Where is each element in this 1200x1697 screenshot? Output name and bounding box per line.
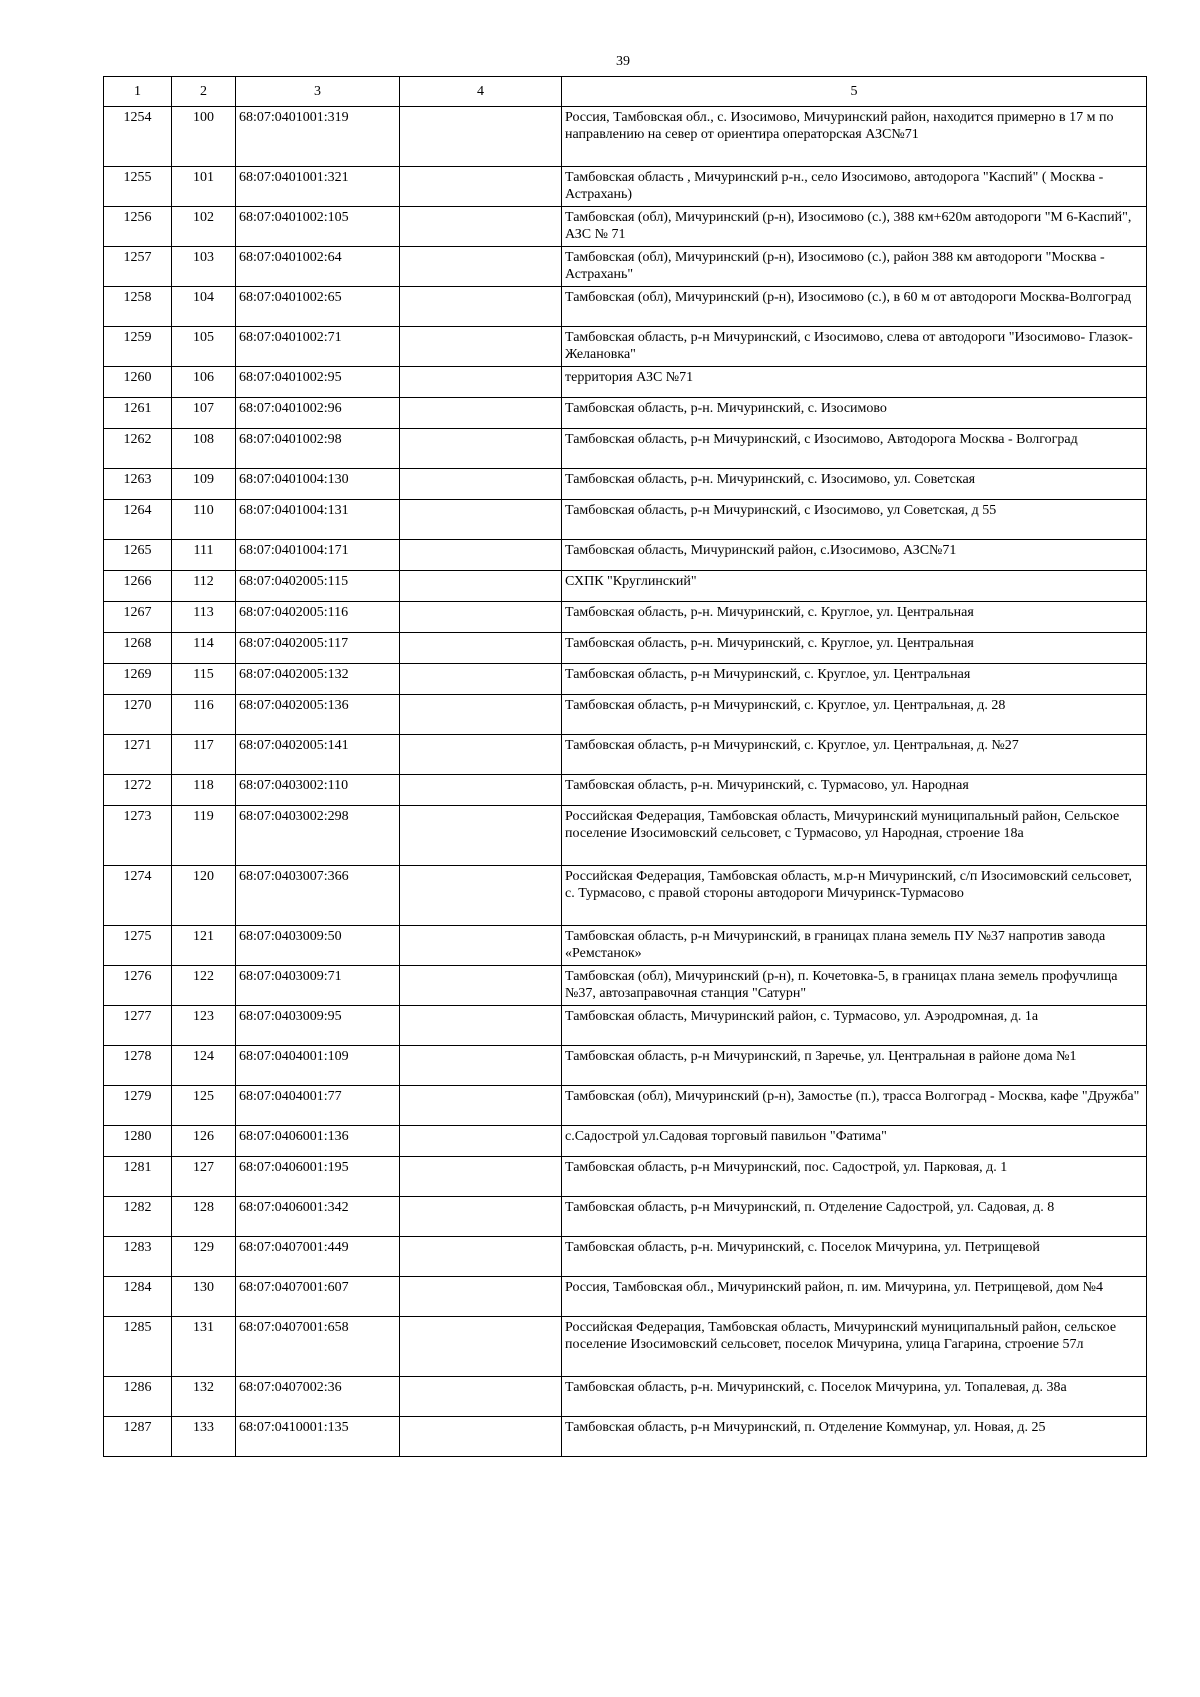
cell-row-number: 1279 [104, 1086, 172, 1126]
cell-column-4 [400, 1046, 562, 1086]
cell-cadastral-number: 68:07:0401004:131 [236, 500, 400, 540]
cell-cadastral-number: 68:07:0401004:171 [236, 540, 400, 571]
cell-column-4 [400, 966, 562, 1006]
table-header-row [104, 77, 1147, 107]
cell-address: Тамбовская область, р-н. Мичуринский, с. Изосимово [562, 398, 1147, 429]
cell-cadastral-number: 68:07:0401002:105 [236, 207, 400, 247]
cell-row-number: 1270 [104, 695, 172, 735]
cell-cadastral-number: 68:07:0403009:95 [236, 1006, 400, 1046]
cell-item-number: 120 [172, 866, 236, 926]
cell-column-4 [400, 287, 562, 327]
cell-row-number: 1268 [104, 633, 172, 664]
table-row [104, 571, 1147, 602]
cell-item-number: 100 [172, 107, 236, 167]
cell-row-number: 1274 [104, 866, 172, 926]
cell-item-number: 121 [172, 926, 236, 966]
cell-row-number: 1278 [104, 1046, 172, 1086]
cell-row-number: 1276 [104, 966, 172, 1006]
cell-cadastral-number: 68:07:0401002:96 [236, 398, 400, 429]
cell-cadastral-number: 68:07:0403007:366 [236, 866, 400, 926]
cell-column-4 [400, 247, 562, 287]
cell-column-4 [400, 540, 562, 571]
table-row [104, 775, 1147, 806]
cell-column-4 [400, 571, 562, 602]
cell-address: Тамбовская область, р-н Мичуринский, с Изосимово, слева от автодороги "Изосимово- Глазок- Желановка" [562, 327, 1147, 367]
cell-item-number: 108 [172, 429, 236, 469]
cell-item-number: 131 [172, 1317, 236, 1377]
cell-row-number: 1259 [104, 327, 172, 367]
cell-item-number: 101 [172, 167, 236, 207]
cell-column-4 [400, 633, 562, 664]
cell-column-4 [400, 1277, 562, 1317]
cell-item-number: 104 [172, 287, 236, 327]
cell-item-number: 115 [172, 664, 236, 695]
cell-column-4 [400, 1157, 562, 1197]
table-row [104, 207, 1147, 247]
table-row [104, 1197, 1147, 1237]
cell-column-4 [400, 1377, 562, 1417]
cell-item-number: 124 [172, 1046, 236, 1086]
cell-item-number: 106 [172, 367, 236, 398]
cell-item-number: 127 [172, 1157, 236, 1197]
column-header-2: 2 [172, 77, 236, 107]
cell-cadastral-number: 68:07:0404001:77 [236, 1086, 400, 1126]
cell-cadastral-number: 68:07:0410001:135 [236, 1417, 400, 1457]
cell-address: Российская Федерация, Тамбовская область, м.р-н Мичуринский, с/п Изосимовский сельсовет, с. Турмасово, с правой стороны автодороги Мичуринск-Турмасово [562, 866, 1147, 926]
cell-address: Тамбовская область, р-н. Мичуринский, с. Турмасово, ул. Народная [562, 775, 1147, 806]
page-number: 39 [616, 54, 630, 69]
cell-address: Тамбовская область, р-н Мичуринский, п. Отделение Коммунар, ул. Новая, д. 25 [562, 1417, 1147, 1457]
cell-item-number: 103 [172, 247, 236, 287]
cell-column-4 [400, 429, 562, 469]
table-row [104, 1126, 1147, 1157]
cell-row-number: 1265 [104, 540, 172, 571]
cell-row-number: 1271 [104, 735, 172, 775]
cell-cadastral-number: 68:07:0402005:141 [236, 735, 400, 775]
cell-row-number: 1261 [104, 398, 172, 429]
column-header-3: 3 [236, 77, 400, 107]
table-row [104, 107, 1147, 167]
cell-address: Тамбовская область, р-н Мичуринский, с. Круглое, ул. Центральная, д. №27 [562, 735, 1147, 775]
cell-cadastral-number: 68:07:0401002:98 [236, 429, 400, 469]
cell-cadastral-number: 68:07:0406001:195 [236, 1157, 400, 1197]
cell-item-number: 118 [172, 775, 236, 806]
cell-cadastral-number: 68:07:0403002:110 [236, 775, 400, 806]
cell-item-number: 128 [172, 1197, 236, 1237]
cell-column-4 [400, 367, 562, 398]
table-row [104, 398, 1147, 429]
cell-item-number: 109 [172, 469, 236, 500]
cell-row-number: 1286 [104, 1377, 172, 1417]
table-row [104, 1157, 1147, 1197]
cell-address: Тамбовская область, р-н Мичуринский, п. Отделение Садострой, ул. Садовая, д. 8 [562, 1197, 1147, 1237]
cell-column-4 [400, 602, 562, 633]
cell-row-number: 1272 [104, 775, 172, 806]
cell-column-4 [400, 107, 562, 167]
cell-row-number: 1284 [104, 1277, 172, 1317]
cell-address: Тамбовская область, р-н Мичуринский, в границах плана земель ПУ №37 напротив завода «Ремстанок» [562, 926, 1147, 966]
cell-row-number: 1254 [104, 107, 172, 167]
cell-cadastral-number: 68:07:0401001:321 [236, 167, 400, 207]
cell-row-number: 1263 [104, 469, 172, 500]
cell-cadastral-number: 68:07:0401002:64 [236, 247, 400, 287]
table-row [104, 540, 1147, 571]
cell-row-number: 1281 [104, 1157, 172, 1197]
cell-cadastral-number: 68:07:0404001:109 [236, 1046, 400, 1086]
table-row [104, 287, 1147, 327]
cell-cadastral-number: 68:07:0402005:117 [236, 633, 400, 664]
table-row [104, 735, 1147, 775]
table-row [104, 664, 1147, 695]
table-row [104, 247, 1147, 287]
cell-column-4 [400, 806, 562, 866]
cell-address: Тамбовская область, р-н. Мичуринский, с. Поселок Мичурина, ул. Топалевая, д. 38а [562, 1377, 1147, 1417]
cell-address: Тамбовская область, р-н Мичуринский, пос. Садострой, ул. Парковая, д. 1 [562, 1157, 1147, 1197]
table-row [104, 1237, 1147, 1277]
cell-item-number: 116 [172, 695, 236, 735]
cell-address: Тамбовская область , Мичуринский р-н., село Изосимово, автодорога "Каспий" ( Москва - Астрахань) [562, 167, 1147, 207]
table-row [104, 1377, 1147, 1417]
table-row [104, 1317, 1147, 1377]
cell-cadastral-number: 68:07:0403009:71 [236, 966, 400, 1006]
table-row [104, 367, 1147, 398]
cell-column-4 [400, 866, 562, 926]
cell-address: Россия, Тамбовская обл., с. Изосимово, Мичуринский район, находится примерно в 17 м по направлению на север от ориентира операторская АЗС№71 [562, 107, 1147, 167]
cell-cadastral-number: 68:07:0401002:71 [236, 327, 400, 367]
cell-address: Российская Федерация, Тамбовская область, Мичуринский муниципальный район, сельское поселение Изосимовский сельсовет, поселок Мичурина, улица Гагарина, строение 57л [562, 1317, 1147, 1377]
cell-item-number: 110 [172, 500, 236, 540]
cell-column-4 [400, 1317, 562, 1377]
table-row [104, 866, 1147, 926]
table-row [104, 926, 1147, 966]
cell-row-number: 1264 [104, 500, 172, 540]
cell-address: Тамбовская (обл), Мичуринский (р-н), Изосимово (с.), район 388 км автодороги "Москва - Астрахань" [562, 247, 1147, 287]
cell-address: Тамбовская область, р-н Мичуринский, с Изосимово, ул Советская, д 55 [562, 500, 1147, 540]
cell-column-4 [400, 1417, 562, 1457]
cell-row-number: 1256 [104, 207, 172, 247]
cell-column-4 [400, 735, 562, 775]
table-row [104, 429, 1147, 469]
cell-row-number: 1266 [104, 571, 172, 602]
cell-column-4 [400, 1237, 562, 1277]
table-row [104, 1046, 1147, 1086]
cell-item-number: 102 [172, 207, 236, 247]
cell-address: Тамбовская (обл), Мичуринский (р-н), Замостье (п.), трасса Волгоград - Москва, кафе "Дружба" [562, 1086, 1147, 1126]
cell-address: Тамбовская область, р-н Мичуринский, с. Круглое, ул. Центральная, д. 28 [562, 695, 1147, 735]
table-row [104, 806, 1147, 866]
cell-address: Тамбовская область, р-н. Мичуринский, с. Круглое, ул. Центральная [562, 602, 1147, 633]
table-row [104, 1417, 1147, 1457]
cell-row-number: 1283 [104, 1237, 172, 1277]
cell-address: Тамбовская область, р-н Мичуринский, с. Круглое, ул. Центральная [562, 664, 1147, 695]
table-row [104, 695, 1147, 735]
cell-cadastral-number: 68:07:0403002:298 [236, 806, 400, 866]
cell-row-number: 1277 [104, 1006, 172, 1046]
cell-column-4 [400, 500, 562, 540]
cell-item-number: 111 [172, 540, 236, 571]
cell-row-number: 1255 [104, 167, 172, 207]
column-header-5: 5 [562, 77, 1147, 107]
cell-address: Тамбовская область, р-н. Мичуринский, с. Круглое, ул. Центральная [562, 633, 1147, 664]
cell-address: с.Садострой ул.Садовая торговый павильон "Фатима" [562, 1126, 1147, 1157]
table-body [104, 107, 1147, 1457]
cell-cadastral-number: 68:07:0402005:136 [236, 695, 400, 735]
cell-row-number: 1275 [104, 926, 172, 966]
cell-cadastral-number: 68:07:0401004:130 [236, 469, 400, 500]
cell-row-number: 1262 [104, 429, 172, 469]
cell-item-number: 119 [172, 806, 236, 866]
cell-address: Тамбовская область, Мичуринский район, с.Изосимово, АЗС№71 [562, 540, 1147, 571]
cell-address: Тамбовская область, Мичуринский район, с. Турмасово, ул. Аэродромная, д. 1а [562, 1006, 1147, 1046]
cell-column-4 [400, 664, 562, 695]
cell-row-number: 1273 [104, 806, 172, 866]
cell-item-number: 114 [172, 633, 236, 664]
cell-address: Тамбовская область, р-н. Мичуринский, с. Поселок Мичурина, ул. Петрищевой [562, 1237, 1147, 1277]
cell-cadastral-number: 68:07:0407001:449 [236, 1237, 400, 1277]
cell-item-number: 117 [172, 735, 236, 775]
cell-address: Тамбовская область, р-н. Мичуринский, с. Изосимово, ул. Советская [562, 469, 1147, 500]
table-row [104, 602, 1147, 633]
cell-column-4 [400, 469, 562, 500]
cell-column-4 [400, 775, 562, 806]
cell-item-number: 112 [172, 571, 236, 602]
cell-cadastral-number: 68:07:0407002:36 [236, 1377, 400, 1417]
cell-cadastral-number: 68:07:0402005:132 [236, 664, 400, 695]
cell-row-number: 1257 [104, 247, 172, 287]
cell-column-4 [400, 926, 562, 966]
table-row [104, 327, 1147, 367]
cell-row-number: 1280 [104, 1126, 172, 1157]
cell-column-4 [400, 1006, 562, 1046]
cell-item-number: 122 [172, 966, 236, 1006]
cell-column-4 [400, 1126, 562, 1157]
cell-cadastral-number: 68:07:0402005:115 [236, 571, 400, 602]
cell-row-number: 1260 [104, 367, 172, 398]
cell-address: Тамбовская (обл), Мичуринский (р-н), Изосимово (с.), в 60 м от автодороги Москва-Волгоград [562, 287, 1147, 327]
cell-item-number: 125 [172, 1086, 236, 1126]
cell-item-number: 133 [172, 1417, 236, 1457]
table-row [104, 167, 1147, 207]
cell-column-4 [400, 695, 562, 735]
table-row [104, 500, 1147, 540]
cell-address: Тамбовская (обл), Мичуринский (р-н), п. Кочетовка-5, в границах плана земель профучлища №37, автозаправочная станция "Сатурн" [562, 966, 1147, 1006]
cell-address: Россия, Тамбовская обл., Мичуринский район, п. им. Мичурина, ул. Петрищевой, дом №4 [562, 1277, 1147, 1317]
table-row [104, 633, 1147, 664]
cell-row-number: 1287 [104, 1417, 172, 1457]
cell-address: СХПК "Круглинский" [562, 571, 1147, 602]
table-row [104, 1006, 1147, 1046]
cell-cadastral-number: 68:07:0401002:65 [236, 287, 400, 327]
cell-address: Российская Федерация, Тамбовская область, Мичуринский муниципальный район, Сельское поселение Изосимовский сельсовет, с Турмасово, ул Народная, строение 18а [562, 806, 1147, 866]
cell-item-number: 107 [172, 398, 236, 429]
column-header-1: 1 [104, 77, 172, 107]
cell-item-number: 113 [172, 602, 236, 633]
table-row [104, 469, 1147, 500]
cell-cadastral-number: 68:07:0407001:658 [236, 1317, 400, 1377]
cell-column-4 [400, 207, 562, 247]
cell-item-number: 126 [172, 1126, 236, 1157]
cell-address: Тамбовская (обл), Мичуринский (р-н), Изосимово (с.), 388 км+620м автодороги "М 6-Каспий", АЗС № 71 [562, 207, 1147, 247]
cell-item-number: 105 [172, 327, 236, 367]
cell-column-4 [400, 1197, 562, 1237]
cell-row-number: 1258 [104, 287, 172, 327]
table-row [104, 1277, 1147, 1317]
cell-column-4 [400, 167, 562, 207]
cell-cadastral-number: 68:07:0403009:50 [236, 926, 400, 966]
cell-row-number: 1285 [104, 1317, 172, 1377]
cell-row-number: 1267 [104, 602, 172, 633]
cell-item-number: 132 [172, 1377, 236, 1417]
cell-column-4 [400, 1086, 562, 1126]
cell-cadastral-number: 68:07:0401001:319 [236, 107, 400, 167]
cell-item-number: 123 [172, 1006, 236, 1046]
cell-cadastral-number: 68:07:0401002:95 [236, 367, 400, 398]
cell-address: Тамбовская область, р-н Мичуринский, п Заречье, ул. Центральная в районе дома №1 [562, 1046, 1147, 1086]
column-header-4: 4 [400, 77, 562, 107]
cell-column-4 [400, 398, 562, 429]
cell-item-number: 130 [172, 1277, 236, 1317]
cell-row-number: 1269 [104, 664, 172, 695]
table-row [104, 966, 1147, 1006]
cell-column-4 [400, 327, 562, 367]
cell-cadastral-number: 68:07:0406001:342 [236, 1197, 400, 1237]
cell-row-number: 1282 [104, 1197, 172, 1237]
cell-item-number: 129 [172, 1237, 236, 1277]
registry-table [103, 76, 1147, 1457]
cell-cadastral-number: 68:07:0402005:116 [236, 602, 400, 633]
cell-address: территория АЗС №71 [562, 367, 1147, 398]
cell-address: Тамбовская область, р-н Мичуринский, с Изосимово, Автодорога Москва - Волгоград [562, 429, 1147, 469]
cell-cadastral-number: 68:07:0406001:136 [236, 1126, 400, 1157]
cell-cadastral-number: 68:07:0407001:607 [236, 1277, 400, 1317]
table-row [104, 1086, 1147, 1126]
